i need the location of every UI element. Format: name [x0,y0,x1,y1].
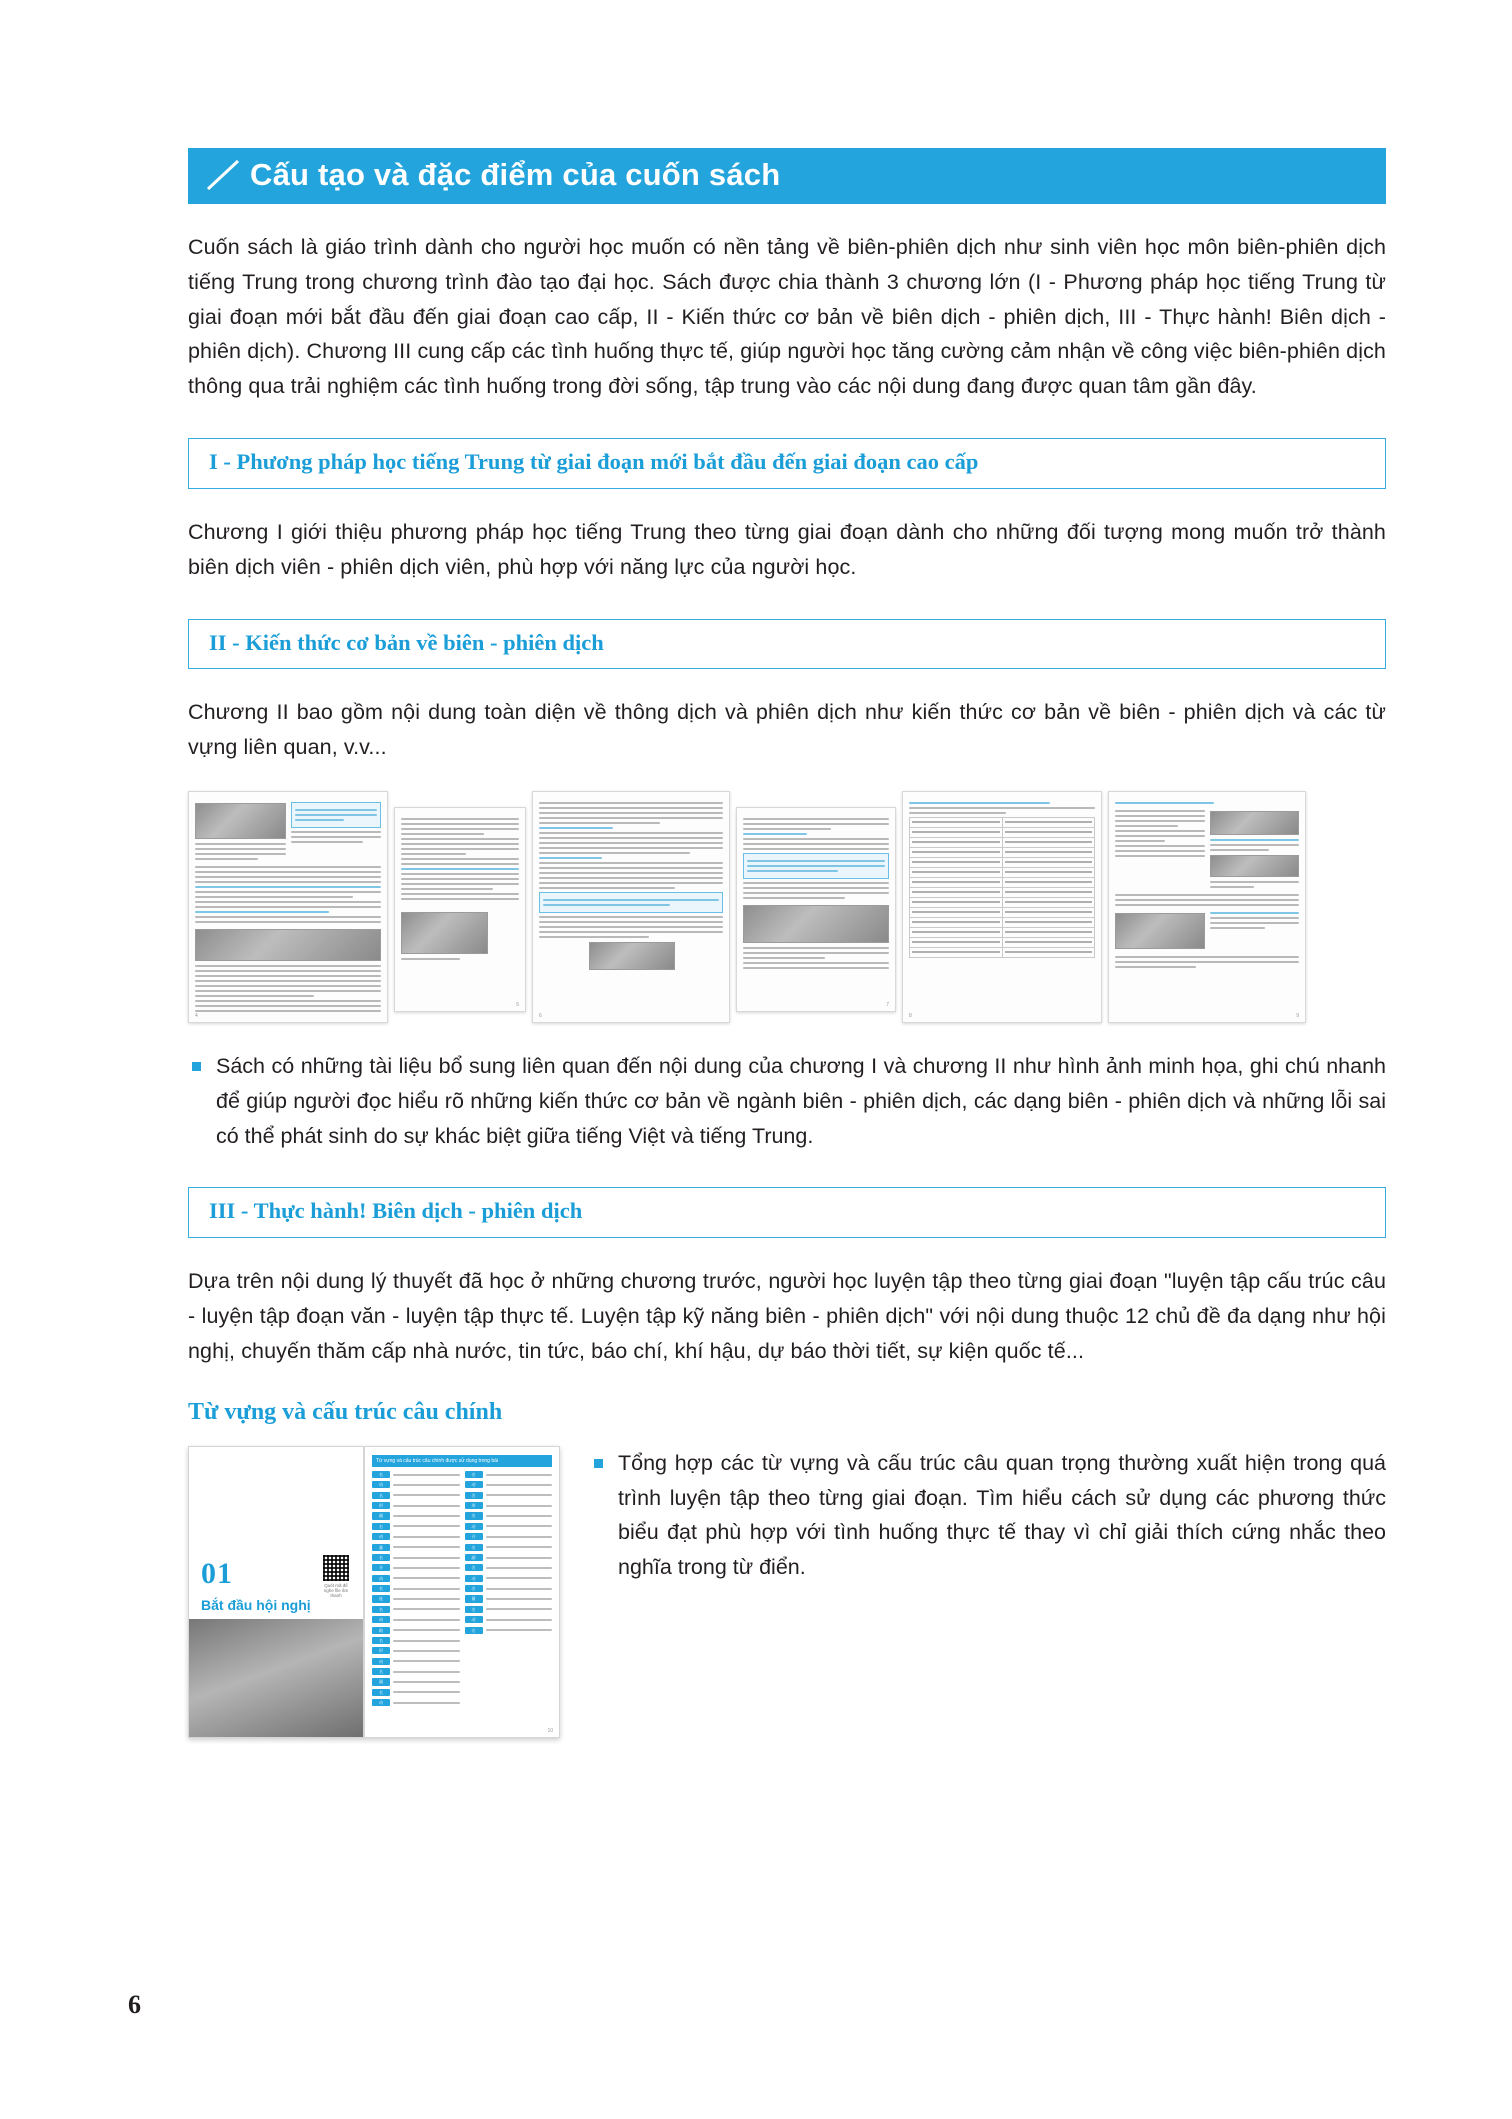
pos-tag: 名 [372,1606,390,1613]
preview-page-1: 4 [188,791,388,1023]
pos-tag: 介 [465,1533,483,1540]
pos-tag: 副 [372,1678,390,1685]
pos-tag: 名 [372,1471,390,1478]
pos-tag: 副 [372,1512,390,1519]
pos-tag: 动 [372,1575,390,1582]
pos-tag: 名 [372,1585,390,1592]
section-3-bullet-container [590,1446,1386,1585]
pos-tag: 名 [372,1554,390,1561]
pos-tag: 形 [465,1502,483,1509]
chapter-title: Bắt đầu hội nghị [201,1596,311,1613]
chapter-number: 01 [201,1556,233,1590]
section-1-heading: I - Phương pháp học tiếng Trung từ giai đoạn mới bắt đầu đến giai đoạn cao cấp [209,449,979,475]
vocabulary-column-right [465,1471,553,1710]
pos-tag: 名 [465,1606,483,1613]
preview-page-6: 9 [1108,791,1306,1023]
pos-tag: 形 [372,1647,390,1654]
section-3-body: Dựa trên nội dung lý thuyết đã học ở những chương trước, người học luyện tập theo từng giai đoạn "luyện tập cấu trúc câu - luyện tập đoạn văn - luyện tập thực tế. Luyện tập kỹ năng biên - phiên dịch" với nội dung thuộc 12 chủ đề đa dạng như hội nghị, chuyến thăm cấp nhà nước, tin tức, báo chí, khí hậu, dự báo thời tiết, sự kiện quốc tế... [188,1269,1386,1363]
page-content [188,148,1386,1738]
pos-tag: 动 [372,1658,390,1665]
pos-tag: 名 [465,1492,483,1499]
pos-tag: 名 [465,1627,483,1634]
pos-tag: 动 [372,1481,390,1488]
qr-code-icon [323,1555,349,1581]
preview-page-4: 7 [736,807,896,1012]
preview-page-5: 8 [902,791,1102,1023]
section-header-3 [188,1187,1386,1238]
vocabulary-column-left [372,1471,460,1710]
pos-tag: 名 [465,1585,483,1592]
section-2-bullet-list [188,1049,1386,1153]
page-title: Cấu tạo và đặc điểm của cuốn sách [250,157,781,192]
qr-code [321,1555,351,1599]
pos-tag: 名 [372,1689,390,1696]
section-3-heading: III - Thực hành! Biên dịch - phiên dịch [209,1198,583,1224]
qr-caption: Quét mã để nghe file âm thanh [323,1582,349,1599]
pos-tag: 名 [372,1523,390,1530]
pos-tag: 名 [372,1668,390,1675]
intro-paragraph: Cuốn sách là giáo trình dành cho người học muốn có nền tảng về biên-phiên dịch như sinh viên học môn biên-phiên dịch tiếng Trung trong chương trình đào tạo đại học. Sách được chia thành 3 chương lớn (I - Phương pháp học tiếng Trung từ giai đoạn mới bắt đầu đến giai đoạn cao cấp, II - Kiến thức cơ bản về biên dịch - phiên dịch, III - Thực hành! Biên dịch - phiên dịch). Chương III cung cấp các tình huống thực tế, giúp người học tăng cường cảm nhận về công việc biên-phiên dịch thông qua trải nghiệm các tình huống trong đời sống, tập trung vào các nội dung đang được quan tâm gần đây. [188,235,1386,399]
pos-tag: 名 [465,1564,483,1571]
section-2-heading: II - Kiến thức cơ bản về biên - phiên dịch [209,629,604,655]
pos-tag: 连 [372,1595,390,1602]
pos-tag: 助 [372,1627,390,1634]
vocabulary-page: Từ vựng và cấu trúc câu chính được sử dụng trong bài 名 动 名 形 副 名 动 量 名 介 动 名 连 名 动 助 名 形 动 名 副 名 动 名 动 名 形 名 动 介 名 副 名 动 名 量 名 动 名 10 [364,1446,560,1738]
page-title-bar [188,148,1386,204]
vocabulary-page-heading: Từ vựng và cấu trúc câu chính được sử dụng trong bài [372,1455,552,1467]
pos-tag: 动 [372,1616,390,1623]
chapter-cover-page [188,1446,364,1738]
pos-tag: 动 [465,1575,483,1582]
pos-tag: 动 [465,1481,483,1488]
chapter-preview-row [188,1446,1386,1738]
pos-tag: 名 [465,1471,483,1478]
section-header-1 [188,438,1386,489]
section-header-2 [188,619,1386,670]
preview-page-2: 5 [394,807,526,1012]
pos-tag: 介 [372,1564,390,1571]
pos-tag: 量 [372,1544,390,1551]
page-number: 6 [128,1990,141,2019]
book-page-preview-strip [188,791,1386,1023]
pos-tag: 名 [465,1512,483,1519]
section-3-bullet-list [590,1446,1386,1585]
preview-page-3: 6 [532,791,730,1023]
chapter-cover-spread [188,1446,560,1738]
pos-tag: 形 [372,1502,390,1509]
list-item: Sách có những tài liệu bổ sung liên quan đến nội dung của chương I và chương II như hình ảnh minh họa, ghi chú nhanh để giúp người đọc hiểu rõ những kiến thức cơ bản về ngành biên - phiên dịch, các dạng biên - phiên dịch và những lỗi sai có thể phát sinh do sự khác biệt giữa tiếng Việt và tiếng Trung. [188,1049,1386,1153]
pos-tag: 量 [465,1595,483,1602]
section-3-sub-heading: Từ vựng và cấu trúc câu chính [188,1398,503,1425]
pos-tag: 名 [372,1637,390,1644]
pos-tag: 名 [372,1492,390,1499]
pos-tag: 动 [372,1699,390,1706]
pos-tag: 动 [372,1533,390,1540]
section-1-body: Chương I giới thiệu phương pháp học tiếng Trung theo từng giai đoạn dành cho những đối tượng mong muốn trở thành biên dịch viên - phiên dịch viên, phù hợp với năng lực của người học. [188,519,1386,579]
list-item: Tổng hợp các từ vựng và cấu trúc câu quan trọng thường xuất hiện trong quá trình luyện tập theo từng giai đoạn. Tìm hiểu cách sử dụng các phương thức biểu đạt phù hợp với tình huống thực tế thay vì chỉ giải thích cứng nhắc theo nghĩa trong từ điển. [590,1446,1386,1585]
pos-tag: 副 [465,1554,483,1561]
chapter-cover-photo [189,1619,363,1737]
pos-tag: 动 [465,1523,483,1530]
section-2-body: Chương II bao gồm nội dung toàn diện về thông dịch và phiên dịch như kiến thức cơ bản về biên - phiên dịch và các từ vựng liên quan, v.v... [188,700,1386,760]
pos-tag: 动 [465,1616,483,1623]
pos-tag: 名 [465,1544,483,1551]
pencil-slash-icon [200,153,246,199]
